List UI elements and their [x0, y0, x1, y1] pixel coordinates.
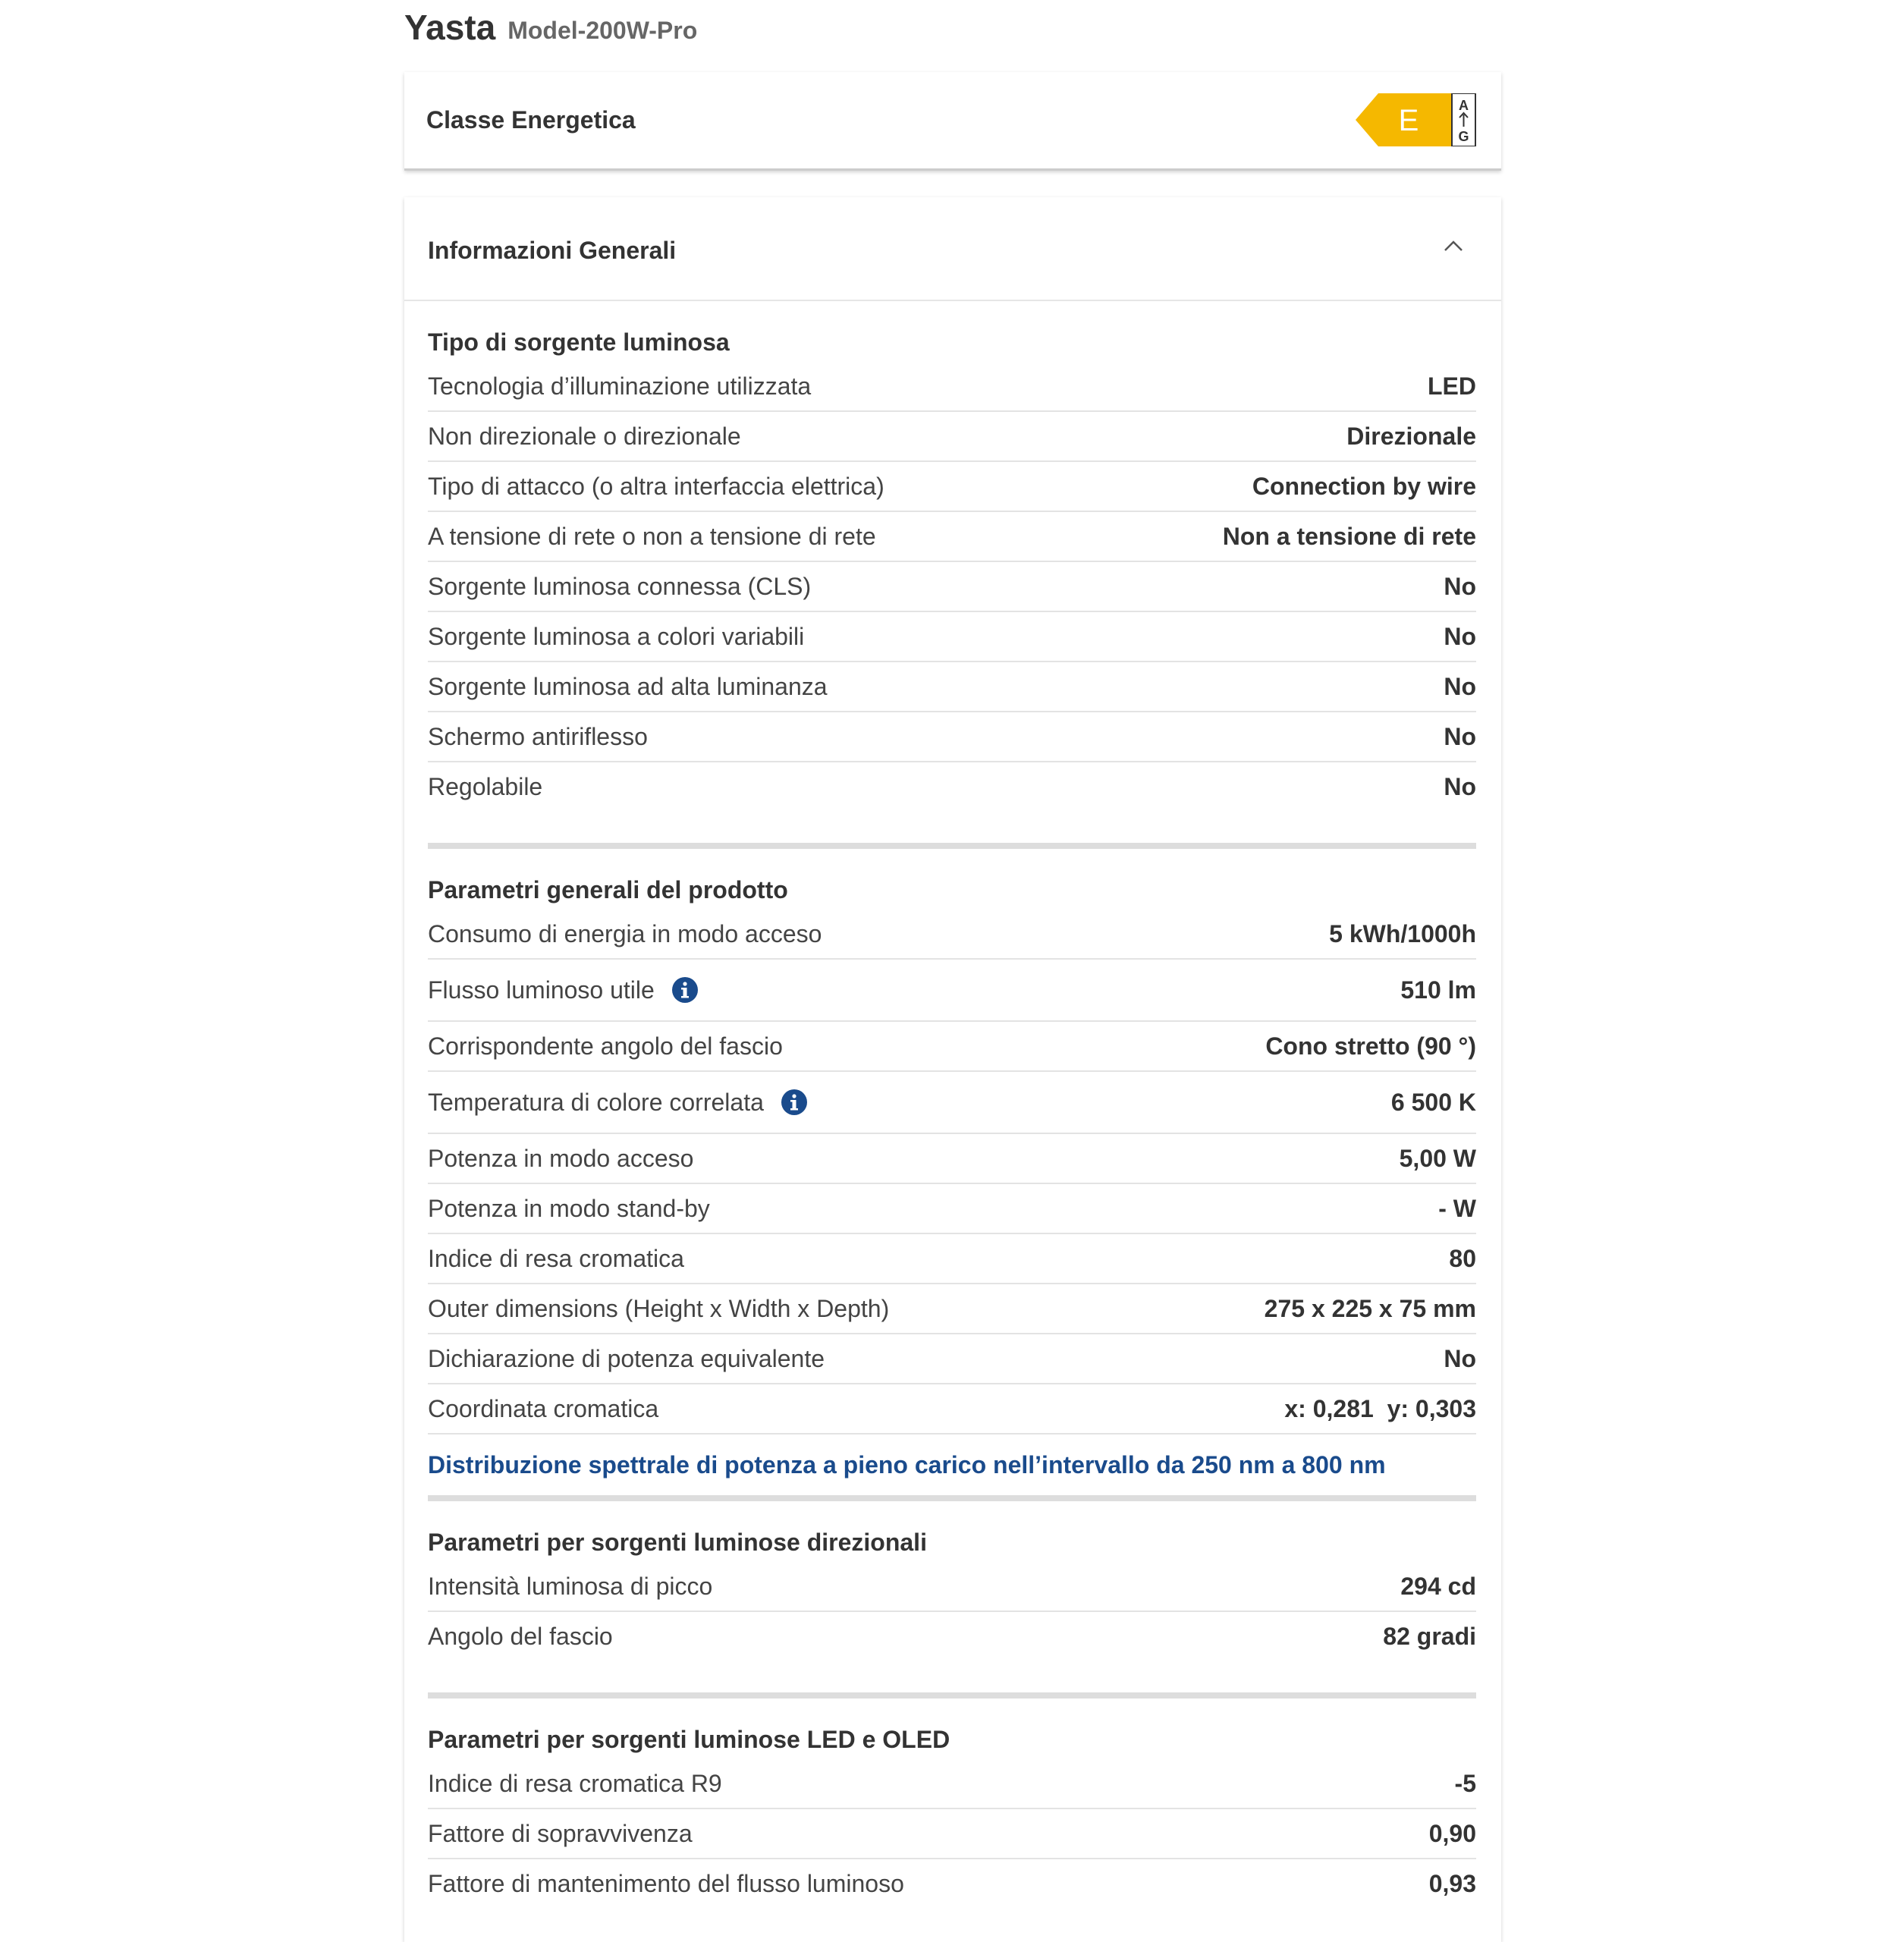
energy-scale-bottom: G [1458, 129, 1469, 144]
row-value: No [1444, 772, 1476, 800]
row-label: Angolo del fascio [428, 1622, 613, 1650]
section-general-params [428, 849, 1476, 1501]
row-value: 0,90 [1428, 1819, 1476, 1847]
product-page [404, 0, 1501, 1897]
row-label: Regolabile [428, 772, 543, 800]
table-row [428, 762, 1476, 811]
brand-name: Yasta [404, 8, 496, 47]
row-value: 5 kWh/1000h [1329, 919, 1476, 947]
table-row [428, 612, 1476, 662]
row-value: No [1444, 722, 1476, 750]
row-label: Indice di resa cromatica R9 [428, 1769, 722, 1797]
energy-scale-top: A [1459, 98, 1469, 113]
table-row [428, 662, 1476, 712]
energy-class-letter: E [1398, 104, 1419, 137]
row-label: Potenza in modo acceso [428, 1144, 694, 1172]
table-row [428, 1759, 1476, 1809]
chevron-up-icon[interactable] [1442, 235, 1465, 258]
table-row [428, 1809, 1476, 1859]
section-led-oled [428, 1698, 1476, 1908]
row-value: -5 [1454, 1769, 1476, 1797]
table-row [428, 362, 1476, 412]
product-title [404, 0, 1501, 55]
row-label: Sorgente luminosa a colori variabili [428, 622, 805, 650]
row-value: x: 0,281 y: 0,303 [1284, 1394, 1476, 1422]
section-light-source [428, 301, 1476, 849]
row-value: No [1444, 1344, 1476, 1372]
row-label: Tipo di attacco (o altra interfaccia elettrica) [428, 472, 884, 500]
row-label: Consumo di energia in modo acceso [428, 919, 822, 947]
row-label: Indice di resa cromatica [428, 1244, 684, 1272]
row-label-text: Temperatura di colore correlata [428, 1088, 764, 1116]
row-value: 0,93 [1428, 1869, 1476, 1897]
row-label: Sorgente luminosa ad alta luminanza [428, 672, 828, 700]
section-title: Tipo di sorgente luminosa [428, 328, 730, 356]
table-row [428, 1859, 1476, 1908]
general-info-body [404, 301, 1501, 1908]
row-value: 82 gradi [1383, 1622, 1476, 1650]
row-value: 6 500 K [1390, 1088, 1476, 1116]
row-value: No [1444, 622, 1476, 650]
row-value: No [1444, 572, 1476, 600]
row-value: 510 lm [1400, 976, 1476, 1004]
row-value: LED [1428, 372, 1476, 400]
row-label: A tensione di rete o non a tensione di rete [428, 522, 876, 550]
row-label: Tecnologia d’illuminazione utilizzata [428, 372, 812, 400]
table-row [428, 960, 1476, 1022]
table-row [428, 1284, 1476, 1334]
general-info-header[interactable] [404, 197, 1501, 301]
row-label: Dichiarazione di potenza equivalente [428, 1344, 825, 1372]
row-label: Fattore di mantenimento del flusso luminoso [428, 1869, 904, 1897]
row-value: 294 cd [1400, 1572, 1476, 1600]
row-label [428, 1089, 808, 1117]
row-label-text: Flusso luminoso utile [428, 976, 655, 1004]
table-row [428, 1022, 1476, 1072]
table-row [428, 910, 1476, 960]
row-label: Corrispondente angolo del fascio [428, 1032, 783, 1060]
table-row [428, 1072, 1476, 1134]
table-row [428, 1234, 1476, 1284]
row-label: Coordinata cromatica [428, 1394, 659, 1422]
row-value: 80 [1449, 1244, 1476, 1272]
section-title: Parametri generali del prodotto [428, 876, 788, 903]
row-value: Direzionale [1346, 422, 1476, 450]
table-row [428, 1184, 1476, 1234]
row-value: No [1444, 672, 1476, 700]
table-row [428, 512, 1476, 562]
row-label: Potenza in modo stand-by [428, 1194, 710, 1222]
section-directional [428, 1501, 1476, 1698]
row-label: Schermo antiriflesso [428, 722, 648, 750]
row-label: Outer dimensions (Height x Width x Depth) [428, 1294, 890, 1322]
row-value: Cono stretto (90 °) [1265, 1032, 1476, 1060]
energy-class-label: Classe Energetica [426, 106, 636, 134]
section-title: Parametri per sorgenti luminose direzionali [428, 1529, 927, 1556]
table-row [428, 1384, 1476, 1435]
general-info-panel [404, 197, 1501, 1942]
section-title: Parametri per sorgenti luminose LED e OLED [428, 1726, 950, 1753]
table-row [428, 562, 1476, 612]
table-row [428, 462, 1476, 512]
energy-class-badge-icon[interactable] [1356, 93, 1477, 146]
row-value: 275 x 225 x 75 mm [1264, 1294, 1476, 1322]
row-value: 5,00 W [1399, 1144, 1476, 1172]
model-name: Model-200W-Pro [507, 16, 698, 44]
row-label: Intensità luminosa di picco [428, 1572, 713, 1600]
row-label: Fattore di sopravvivenza [428, 1819, 693, 1847]
info-icon[interactable] [781, 1089, 808, 1116]
row-value: - W [1438, 1194, 1476, 1222]
table-row [428, 1334, 1476, 1384]
row-label [428, 976, 699, 1004]
row-label: Sorgente luminosa connessa (CLS) [428, 572, 812, 600]
table-row [428, 1612, 1476, 1661]
table-row [428, 1134, 1476, 1184]
row-value: Non a tensione di rete [1222, 522, 1476, 550]
table-row [428, 1562, 1476, 1612]
general-info-title: Informazioni Generali [428, 237, 677, 264]
table-row [428, 712, 1476, 762]
info-icon[interactable] [671, 976, 699, 1004]
spectral-distribution-link[interactable]: Distribuzione spettrale di potenza a pieno carico nell’intervallo da 250 nm a 800 nm [428, 1450, 1386, 1478]
row-value: Connection by wire [1252, 472, 1476, 500]
row-label: Non direzionale o direzionale [428, 422, 741, 450]
table-row [428, 412, 1476, 462]
energy-class-card [404, 72, 1501, 171]
